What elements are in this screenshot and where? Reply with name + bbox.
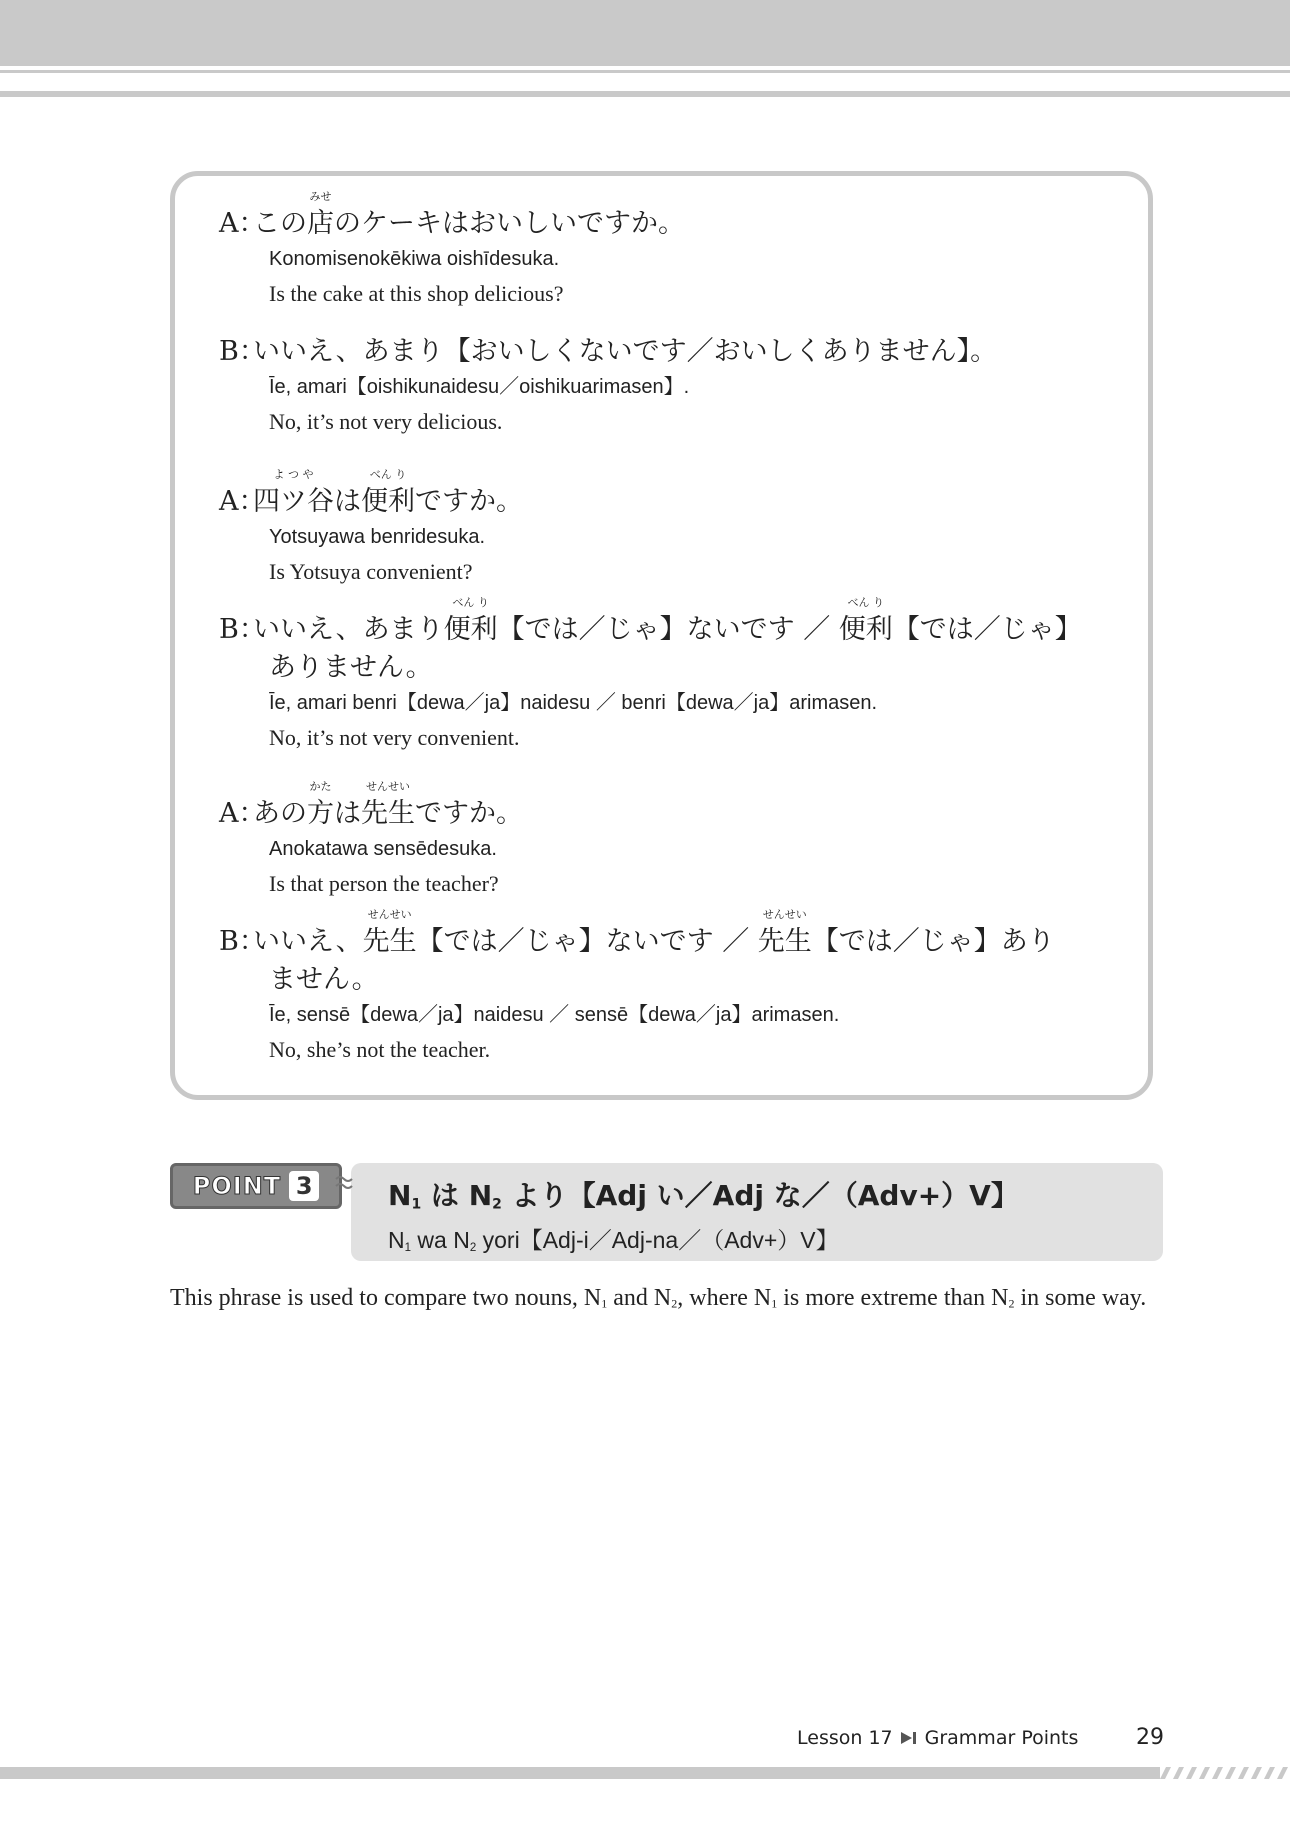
kanji: 店 [307, 208, 334, 239]
top-header-line [0, 70, 1290, 73]
dialogue-turn-1 [219, 190, 685, 309]
furigana: かた [309, 780, 332, 793]
point-badge-label: POINT [192, 1172, 282, 1200]
subscript: 2 [1008, 1296, 1015, 1311]
romaji-line: Īe, amari【oishikunaidesu／oishikuarimasen】. [269, 376, 690, 398]
english-translation: No, it’s not very convenient. [269, 725, 520, 750]
japanese-sentence-continuation: ません。 [269, 964, 379, 995]
kanji-with-furigana [307, 780, 334, 833]
english-translation: Is that person the teacher? [269, 871, 499, 896]
subscript: 2 [671, 1296, 678, 1311]
speaker-label: A： [219, 486, 266, 517]
subscript: 1 [771, 1296, 778, 1311]
subtitle-part: N [388, 1227, 405, 1253]
furigana: べん り [369, 468, 407, 481]
kanji: 便利 [838, 614, 893, 645]
text-part: in some way. [1014, 1285, 1147, 1311]
play-next-icon [899, 1730, 919, 1746]
kanji-with-furigana [253, 468, 334, 521]
point-badge [170, 1163, 342, 1209]
japanese-sentence [253, 908, 1055, 961]
jp-segment: 【では／じゃ】 [892, 614, 1082, 645]
kanji-with-furigana [757, 908, 812, 961]
text-part: This phrase is used to compare two nouns, N [170, 1285, 602, 1311]
romaji-line: Īe, sensē【dewa／ja】naidesu ／ sensē【dewa／ja】arimasen. [269, 1004, 840, 1026]
furigana: せんせい [366, 780, 410, 793]
top-header-band [0, 0, 1290, 66]
kanji-with-furigana [838, 596, 893, 649]
english-translation: Is the cake at this shop delicious? [269, 281, 564, 306]
dialogue-turn-4 [219, 596, 1082, 753]
dialogue-turn-2 [219, 333, 997, 437]
kanji: 便利 [361, 486, 415, 517]
title-part: N [468, 1179, 493, 1212]
japanese-sentence [253, 190, 685, 243]
jp-segment: あの [253, 798, 307, 829]
romaji-line: Īe, amari benri【dewa／ja】naidesu ／ benri【dewa／ja】arimasen. [269, 692, 878, 714]
dialogue-turn-5 [219, 780, 523, 899]
jp-segment: この [253, 208, 307, 239]
subscript: 1 [404, 1241, 412, 1254]
speaker-label: B： [219, 614, 266, 645]
speaker-label: A： [219, 208, 266, 239]
jp-segment: のケーキはおいしいですか。 [334, 208, 685, 239]
kanji-with-furigana [443, 596, 498, 649]
jp-segment: ですか。 [415, 486, 523, 517]
kanji: 方 [307, 798, 334, 829]
text-part: is more extreme than N [777, 1285, 1009, 1311]
text-part: , where N [677, 1285, 772, 1311]
furigana: せんせい [367, 908, 412, 921]
title-part: は [421, 1179, 469, 1212]
english-translation: No, she’s not the teacher. [269, 1037, 491, 1062]
grammar-point-title [388, 1174, 1019, 1214]
kanji: 便利 [443, 614, 498, 645]
kanji-with-furigana [361, 468, 415, 521]
romaji-line: Yotsuyawa benridesuka. [269, 526, 486, 548]
japanese-sentence [253, 468, 523, 521]
japanese-sentence [253, 596, 1082, 649]
footer-stripes-decoration [1160, 1767, 1290, 1779]
japanese-sentence [253, 780, 523, 833]
speaker-label: B： [219, 336, 266, 367]
jp-segment: は [334, 486, 361, 517]
jp-segment: ですか。 [415, 798, 523, 829]
furigana: せんせい [762, 908, 807, 921]
furigana: よ つ や [273, 468, 314, 481]
dialogue-turn-3 [219, 468, 523, 587]
subscript: 1 [601, 1296, 608, 1311]
subtitle-part: wa [411, 1227, 454, 1253]
english-translation: No, it’s not very delicious. [269, 409, 503, 434]
furigana: べん り [847, 596, 885, 609]
romaji-line: Konomisenokēkiwa oishīdesuka. [269, 248, 560, 270]
speaker-label: B： [219, 926, 266, 957]
explanation-paragraph [170, 1278, 1163, 1323]
subscript: 1 [411, 1196, 422, 1213]
text-part: and N [607, 1285, 672, 1311]
kanji: 先生 [362, 926, 417, 957]
jp-segment: 【では／じゃ】あり [811, 926, 1055, 957]
english-translation: Is Yotsuya convenient? [269, 559, 473, 584]
subscript: 2 [469, 1241, 477, 1254]
subtitle-part: N [453, 1227, 470, 1253]
kanji: 先生 [361, 798, 415, 829]
grammar-point-romaji [388, 1222, 839, 1255]
furigana: みせ [309, 190, 332, 203]
kanji-with-furigana [362, 908, 417, 961]
point-badge-number: 3 [289, 1171, 319, 1201]
footer-lesson: Lesson 17 [797, 1727, 893, 1749]
bottom-footer-band [0, 1767, 1160, 1779]
top-header-line [0, 91, 1290, 97]
jp-segment: 【では／じゃ】ないです ／ [416, 926, 758, 957]
jp-segment: は [334, 798, 361, 829]
subtitle-part: yori【Adj-i／Adj-na／（Adv+）V】 [476, 1227, 839, 1253]
footer-section: Grammar Points [924, 1727, 1079, 1749]
footer-breadcrumb [797, 1727, 1078, 1749]
speaker-label: A： [219, 798, 266, 829]
japanese-sentence-continuation: ありません。 [269, 652, 433, 683]
kanji-with-furigana [361, 780, 415, 833]
kanji: 四ツ谷 [253, 486, 334, 517]
title-part: より【Adj い／Adj な／（Adv+）V】 [501, 1179, 1019, 1212]
kanji-with-furigana [307, 190, 334, 243]
jp-segment: いいえ、 [253, 926, 363, 957]
dialogue-turn-6 [219, 908, 1055, 1065]
kanji: 先生 [757, 926, 812, 957]
japanese-sentence: いいえ、あまり【おいしくないです／おいしくありません】。 [253, 336, 998, 367]
page-number: 29 [1136, 1725, 1164, 1750]
jp-segment: いいえ、あまり [253, 614, 444, 645]
furigana: べん り [452, 596, 489, 609]
title-part: N [388, 1179, 412, 1212]
romaji-line: Anokatawa sensēdesuka. [269, 838, 497, 860]
jp-segment: 【では／じゃ】ないです ／ [497, 614, 839, 645]
wave-icon [334, 1172, 356, 1194]
subscript: 2 [492, 1196, 502, 1213]
